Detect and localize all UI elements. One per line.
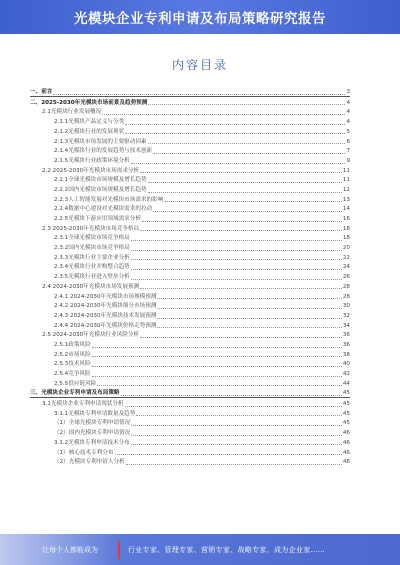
toc-leader-dots <box>140 230 342 231</box>
toc-entry[interactable] <box>30 252 350 262</box>
table-of-contents <box>30 86 350 466</box>
toc-entry-page: 36 <box>342 341 350 348</box>
toc-leader-dots <box>131 435 342 436</box>
toc-entry[interactable] <box>30 349 350 359</box>
toc-entry-title: 2.3.2国内光模块市场竞争格局 <box>54 245 130 252</box>
toc-leader-dots <box>148 192 342 193</box>
toc-leader-dots <box>92 366 342 367</box>
toc-leader-dots <box>131 240 342 241</box>
toc-entry-title: 2.1.4光模块行业的发展趋势与技术创新 <box>54 148 153 155</box>
toc-entry-title: （1）全球光模块专利申请情况 <box>54 420 131 427</box>
toc-entry-title: 2.5 2024-2030年光模块行业风险分析 <box>42 332 140 339</box>
toc-entry-page: 45 <box>342 401 350 408</box>
toc-entry[interactable] <box>30 387 350 398</box>
toc-entry-title: 3.1.2光模块专利申请技术分布 <box>54 439 130 446</box>
toc-leader-dots <box>126 464 342 465</box>
report-title: 光模块企业专利申请及布局策略研究报告 <box>74 11 326 27</box>
toc-entry[interactable] <box>30 437 350 447</box>
footer-tagline: 行业专家、管理专家、营销专家、战略专家、成为企业家…… <box>128 545 326 554</box>
toc-leader-dots <box>131 279 342 280</box>
toc-entry-title: 2.1.5光模块行业政策环境分析 <box>54 157 130 164</box>
toc-leader-dots <box>131 163 346 164</box>
toc-entry[interactable] <box>30 339 350 349</box>
toc-entry[interactable] <box>30 116 350 126</box>
toc-entry-page: 26 <box>342 274 350 281</box>
toc-entry-page: 13 <box>342 196 350 203</box>
toc-entry-page: 6 <box>346 138 350 145</box>
toc-leader-dots <box>53 94 345 95</box>
toc-entry-title: 2.5.3技术风险 <box>54 361 91 368</box>
toc-entry-title: 2.5.1政策风险 <box>54 341 91 348</box>
toc-entry[interactable] <box>30 281 350 291</box>
toc-entry-title: 2.3.3光模块行业主要企业分析 <box>54 254 130 261</box>
toc-entry-title: 3.1光模块企业专利申请现状分析 <box>42 401 124 408</box>
toc-entry-page: 14 <box>342 206 350 213</box>
toc-entry-page: 46 <box>342 449 350 456</box>
toc-entry[interactable] <box>30 184 350 194</box>
toc-leader-dots <box>125 133 345 134</box>
toc-leader-dots <box>157 298 341 299</box>
toc-entry[interactable] <box>30 126 350 136</box>
toc-entry-title: 2.3 2025-2030年光模块市场竞争格局 <box>42 225 140 232</box>
toc-entry-page: 9 <box>346 157 350 164</box>
toc-leader-dots <box>157 308 341 309</box>
toc-entry-title: （1）核心技术专利分布 <box>54 449 114 456</box>
toc-leader-dots <box>115 454 342 455</box>
toc-entry[interactable] <box>30 203 350 213</box>
toc-leader-dots <box>140 337 342 338</box>
toc-leader-dots <box>121 395 342 396</box>
toc-leader-dots <box>140 288 342 289</box>
toc-entry-page: 18 <box>342 225 350 232</box>
toc-entry-title: 一、前言 <box>30 89 53 96</box>
toc-entry-title: 2.2.4数据中心建设对光模块需求的拉动 <box>54 206 153 213</box>
toc-entry[interactable] <box>30 194 350 204</box>
toc-entry-page: 30 <box>342 303 350 310</box>
toc-entry[interactable] <box>30 320 350 330</box>
toc-entry-page: 4 <box>346 99 350 106</box>
toc-entry[interactable] <box>30 213 350 223</box>
toc-entry-title: 2.5.4竞争风险 <box>54 371 91 378</box>
toc-entry[interactable] <box>30 378 350 388</box>
toc-entry-title: 2.2.3人工智能发展对光模块市场需求的影响 <box>54 196 164 203</box>
footer-slogan: 让每个人都能成为 <box>42 545 98 554</box>
toc-entry-title: 2.2.5光模块下游应用领域需求分析 <box>54 216 141 223</box>
toc-entry[interactable] <box>30 174 350 184</box>
toc-entry-title: 2.2.2国内光模块市场规模及增长趋势 <box>54 186 147 193</box>
toc-leader-dots <box>131 425 342 426</box>
toc-entry-title: 2.5.5供应链风险 <box>54 380 97 387</box>
toc-entry[interactable] <box>30 86 350 97</box>
toc-entry-page: 40 <box>342 361 350 368</box>
toc-entry-page: 45 <box>342 390 350 397</box>
toc-entry-page: 45 <box>342 410 350 417</box>
toc-entry-page: 28 <box>342 283 350 290</box>
toc-entry-page: 46 <box>342 459 350 466</box>
toc-entry[interactable] <box>30 223 350 233</box>
toc-entry-page: 20 <box>342 245 350 252</box>
toc-entry[interactable] <box>30 417 350 427</box>
toc-entry[interactable] <box>30 135 350 145</box>
toc-entry-title: 2.3.4光模块行业并购整合趋势 <box>54 264 130 271</box>
toc-entry[interactable] <box>30 368 350 378</box>
toc-entry-title: 2.4.2 2024-2030年光模块细分市场预测 <box>54 303 157 310</box>
toc-entry-title: 2.3.1全球光模块市场竞争格局 <box>54 235 130 242</box>
toc-entry-page: 11 <box>342 177 350 184</box>
toc-entry-page: 4 <box>346 109 350 116</box>
toc-entry[interactable] <box>30 106 350 116</box>
toc-entry-title: 2.4.4 2024-2030年光模块价格走势预测 <box>54 322 157 329</box>
toc-entry[interactable] <box>30 155 350 165</box>
toc-leader-dots <box>153 153 345 154</box>
toc-entry-page: 22 <box>342 254 350 261</box>
toc-entry-title: 2.2.1全球光模块市场规模及增长趋势 <box>54 177 147 184</box>
toc-entry-page: 18 <box>342 235 350 242</box>
toc-entry-title: 2.1.3光模块市场发展的主要驱动因素 <box>54 138 147 145</box>
toc-entry-page: 4 <box>346 119 350 126</box>
toc-leader-dots <box>92 376 342 377</box>
toc-leader-dots <box>148 104 345 105</box>
report-header-banner <box>0 0 400 34</box>
toc-entry-title: 2.1.1光模块产品定义与分类 <box>54 119 125 126</box>
toc-entry-page: 34 <box>342 322 350 329</box>
toc-leader-dots <box>164 201 342 202</box>
toc-entry-title: 2.2 2025-2030年光模块市场需求分析 <box>42 167 140 174</box>
toc-leader-dots <box>97 385 342 386</box>
toc-heading: 内容目录 <box>171 58 228 72</box>
toc-entry[interactable] <box>30 329 350 339</box>
toc-entry-title: 2.3.5光模块行业进入壁垒分析 <box>54 274 130 281</box>
toc-entry-page: 46 <box>342 439 350 446</box>
toc-entry-title: （2）光模块专利申请人分析 <box>54 459 125 466</box>
toc-entry[interactable] <box>30 232 350 242</box>
toc-entry[interactable] <box>30 145 350 155</box>
toc-entry-page: 28 <box>342 293 350 300</box>
toc-entry-title: （2）国内光模块专利申请情况 <box>54 430 131 437</box>
toc-entry[interactable] <box>30 427 350 437</box>
toc-entry[interactable] <box>30 242 350 252</box>
toc-leader-dots <box>102 114 345 115</box>
toc-entry[interactable] <box>30 97 350 107</box>
toc-entry[interactable] <box>30 300 350 310</box>
toc-entry-page: 36 <box>342 332 350 339</box>
toc-entry-page: 16 <box>342 216 350 223</box>
toc-leader-dots <box>131 269 342 270</box>
toc-entry-title: 2.4.1 2024-2030年光模块市场规模预测 <box>54 293 157 300</box>
toc-entry-title: 2.4.3 2024-2030年光模块技术发展预测 <box>54 312 157 319</box>
toc-entry-page: 38 <box>342 351 350 358</box>
toc-entry-title: 2.1.2光模块行业的发展现状 <box>54 128 125 135</box>
toc-leader-dots <box>157 318 341 319</box>
toc-entry-page: 7 <box>346 148 350 155</box>
toc-entry[interactable] <box>30 408 350 418</box>
toc-leader-dots <box>92 356 342 357</box>
toc-leader-dots <box>131 259 342 260</box>
toc-entry[interactable] <box>30 398 350 408</box>
toc-entry[interactable] <box>30 271 350 281</box>
toc-entry-page: 11 <box>342 167 350 174</box>
toc-entry-title: 2.5.2市场风险 <box>54 351 91 358</box>
toc-leader-dots <box>136 415 342 416</box>
toc-leader-dots <box>148 182 342 183</box>
toc-entry-page: 44 <box>342 380 350 387</box>
toc-leader-dots <box>157 327 341 328</box>
toc-entry-title: 3.1.1光模块专利申请数量及趋势 <box>54 410 136 417</box>
toc-leader-dots <box>92 347 342 348</box>
toc-entry-page: 42 <box>342 371 350 378</box>
toc-entry-page: 3 <box>346 89 350 96</box>
toc-entry-title: 2.1光模块行业发展概况 <box>42 109 102 116</box>
footer-divider <box>118 541 120 559</box>
toc-leader-dots <box>140 172 342 173</box>
toc-entry-page: 32 <box>342 312 350 319</box>
toc-entry-page: 24 <box>342 264 350 271</box>
toc-leader-dots <box>153 211 342 212</box>
toc-leader-dots <box>131 444 342 445</box>
toc-leader-dots <box>131 250 342 251</box>
toc-entry-page: 45 <box>342 420 350 427</box>
toc-entry-title: 三、光模块企业专利申请及布局策略 <box>30 390 120 397</box>
toc-leader-dots <box>125 124 345 125</box>
toc-entry-page: 5 <box>346 128 350 135</box>
toc-entry[interactable] <box>30 310 350 320</box>
toc-entry-page: 46 <box>342 430 350 437</box>
toc-entry-title: 2.4 2024-2030年光模块市场发展预测 <box>42 283 140 290</box>
toc-entry[interactable] <box>30 165 350 175</box>
toc-entry[interactable] <box>30 446 350 456</box>
toc-leader-dots <box>148 143 346 144</box>
toc-entry-page: 12 <box>342 186 350 193</box>
toc-entry[interactable] <box>30 261 350 271</box>
toc-leader-dots <box>142 221 342 222</box>
footer-banner <box>0 534 400 565</box>
toc-entry[interactable] <box>30 358 350 368</box>
toc-leader-dots <box>125 406 342 407</box>
toc-entry-title: 二、2025-2030年光模块市场前景及趋势预测 <box>30 99 148 106</box>
toc-entry[interactable] <box>30 290 350 300</box>
toc-entry[interactable] <box>30 456 350 466</box>
